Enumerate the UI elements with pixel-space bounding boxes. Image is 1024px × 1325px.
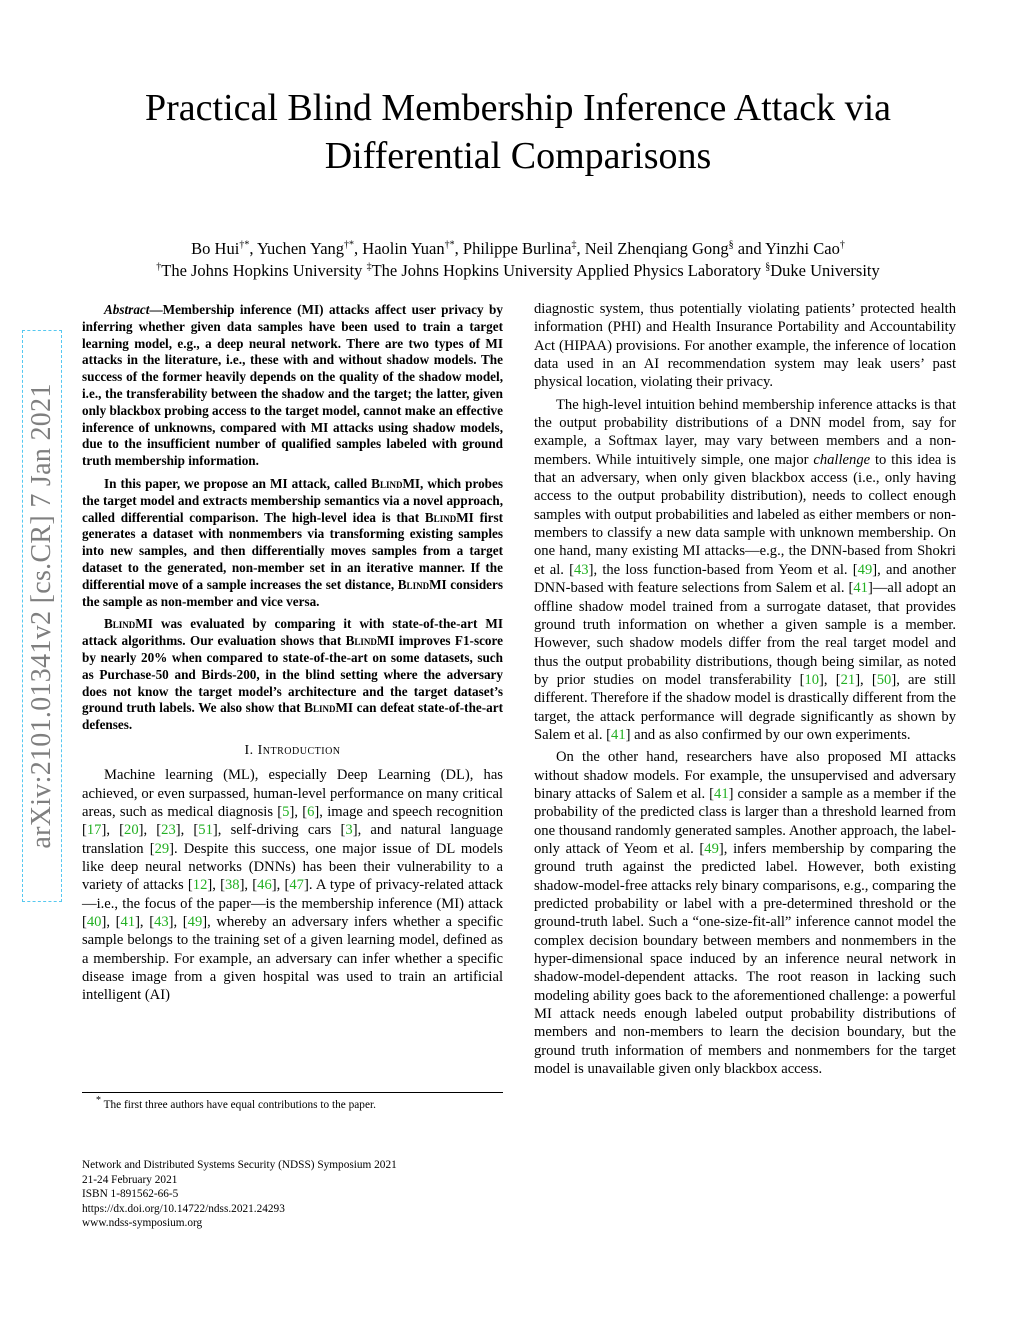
citation-link[interactable]: 23 xyxy=(161,822,176,839)
left-column xyxy=(82,302,503,1005)
abstract-text: , which probes the target model and extracts membership semantics via a novel approach, called differential comparison. The high-level idea is that xyxy=(82,475,503,525)
body-text: , are still different. Therefore if the shadow model is drastically different from the target, the attack performance will degrade significantly as shown by Salem et al. xyxy=(534,671,956,743)
citation-link[interactable]: 49 xyxy=(704,840,719,857)
abstract-text: improves F1-score by nearly 20% when compared to state-of-the-art on some datasets, such as Purchase-50 and Birds-200, in the blind setting where the adversary does not know the target model’s architecture and the target dataset’s ground truth labels. We also show that xyxy=(82,633,503,716)
right-paragraph-1: diagnostic system, thus potentially violating patients’ protected health information (PHI) and Health Insurance Portability and Accountability Act (HIPAA) provisions. For another example, the inference of location data used in an AI recommendation system may leak users’ past physical location, violating their privacy. xyxy=(534,301,956,391)
affiliation-line xyxy=(60,260,976,282)
method-name: BlindMI xyxy=(397,576,447,592)
footnote-text: The first three authors have equal contributions to the paper. xyxy=(103,1099,376,1111)
author-name: Philippe Burlina xyxy=(462,239,572,258)
section-number: I. xyxy=(244,742,254,758)
affiliation: The Johns Hopkins University Applied Physics Laboratory xyxy=(371,261,762,280)
author-mark: † xyxy=(839,239,845,251)
citation-link[interactable]: 38 xyxy=(224,877,240,894)
citation-link[interactable]: 41 xyxy=(611,726,626,743)
affiliation-mark: § xyxy=(765,261,771,273)
author-name: Haolin Yuan xyxy=(362,239,445,258)
citation-link[interactable]: 21 xyxy=(840,671,856,688)
author-mark: § xyxy=(728,239,734,251)
arxiv-identifier: arXiv:2101.01341v2 [cs.CR] 7 Jan 2021 xyxy=(26,383,57,849)
abstract-text: was evaluated by comparing it with state-of-the-art MI attack algorithms. Our evaluation shows that xyxy=(82,616,503,649)
author-mark: ‡ xyxy=(571,239,577,251)
abstract-paragraph-1 xyxy=(82,302,503,470)
paper-title xyxy=(80,84,956,180)
affiliation-mark: ‡ xyxy=(366,261,372,273)
introduction xyxy=(82,766,503,1004)
citation-link[interactable]: 41 xyxy=(714,785,729,802)
method-name: BlindMI xyxy=(371,475,421,491)
body-text: and as also confirmed by our own experiments. xyxy=(630,726,911,743)
author-name: Neil Zhenqiang Gong xyxy=(584,239,729,258)
abstract-text: In this paper, we propose an MI attack, called xyxy=(104,475,372,491)
venue-name: Network and Distributed Systems Security (NDSS) Symposium 2021 xyxy=(82,1159,397,1171)
abstract-text: considers the sample as non-member and vice versa. xyxy=(82,576,504,609)
abstract-text: first generates a dataset with nonmembers via transforming existing samples into new samples, and then differentially moves samples from a target dataset to the generated, non-member set in an iterative manner. If the differential move of a sample increases the set distance, xyxy=(82,509,504,592)
footnote xyxy=(96,1095,501,1112)
citation-link[interactable]: 6 xyxy=(307,803,315,820)
body-text: , and another DNN-based with feature selections from Salem et al. xyxy=(534,561,956,597)
body-text: —all adopt an offline shadow model trained from a surrogate dataset, that provides ground truth information on whether a given sample is a member. However, such shadow models differ from the real target model and thus the output probability distributions, though being similar, as noted by prior studies on model transferability xyxy=(534,580,956,688)
body-text: , whereby an adversary infers whether a specific sample belongs to the training set of a given learning model, defined as a membership. For example, an adversary can infer whether a specific disease image from a given hospital was used to train an artificial intelligent (AI) xyxy=(82,914,503,1004)
affiliation: The Johns Hopkins University xyxy=(161,261,363,280)
right-paragraph-3: On the other hand, researchers have also proposed MI attacks without shadow models. For example, the unsupervised and adversary binary attacks of Salem et al. [41] consider a sample as a member if the probability of the predicted class is larger than a threshold learned from one thousand randomly generated samples. Another approach, the label-only attack of Yeom et al. [49], infers membership by comparing the ground truth against the predicted label. However, both existing shadow-model-free attacks rely binary comparisons, e.g., comparing the predicted probability or label with a pre-determined threshold or the ground-truth label. Such a “one-size-fit-all” inference cannot model the complex decision boundary between members and nonmembers in the hyper-dimensional space induced by an inference neural network in shadow-model-dependent attacks. The root reason in lacking such modeling ability goes back to the aforementioned challenge: a powerful MI attack needs enough labeled output probability distributions of members and non-members to learn the decision boundary, but the ground truth information of members and nonmembers for the target model is unavailable given only blackbox access. xyxy=(534,749,956,1078)
title-line-1: Practical Blind Membership Inference Attack via xyxy=(144,87,891,129)
author-conjunction: and xyxy=(737,239,762,258)
citation-link[interactable]: 17 xyxy=(86,822,102,839)
citation-link[interactable]: 50 xyxy=(876,671,892,688)
body-text: , and natural language translation xyxy=(82,822,503,857)
intro-paragraph: Machine learning (ML), especially Deep Learning (DL), has achieved, or even surpassed, human-level performance on many critical areas, such as medical diagnosis [5], [6], image and speech recognition [17], [20], [23], [51], self-driving cars [3], and natural language translation [29]. Despite this success, one major issue of DL models like deep neural networks (DNNs) has been their vulnerability to a variety of attacks [12], [38], [46], [47]. A type of privacy-related attack—i.e., the focus of the paper—is the membership inference (MI) attack [40], [41], [43], [49], whereby an adversary infers whether a specific sample belongs to the training set of a given learning model, defined as a membership. For example, an adversary can infer whether a specific disease image from a given hospital was used to train an artificial intelligent (AI) xyxy=(82,767,503,1004)
author-mark: †* xyxy=(444,239,455,251)
body-text: Machine learning (ML), especially Deep Learning (DL), has achieved, or even surpassed, human-level performance on many critical areas, such as medical diagnosis xyxy=(82,767,503,820)
author-mark: †* xyxy=(239,239,250,251)
section-title: Introduction xyxy=(257,742,341,758)
venue-isbn: ISBN 1-891562-66-5 xyxy=(82,1188,179,1201)
venue-dates: 21-24 February 2021 xyxy=(82,1173,178,1186)
method-name: BlindMI xyxy=(424,509,474,525)
footnote-rule xyxy=(82,1092,503,1093)
citation-link[interactable]: 47 xyxy=(289,877,304,894)
body-text: to this idea is that an adversary, when only given blackbox access (i.e., only having access to the output probability distribution), needs to collect enough samples with output probabilities and labeled as either members or non-members to classify a new data sample with unknown membership. On one hand, many existing MI attacks—e.g., the DNN-based from Shokri et al. xyxy=(534,451,957,578)
section-heading xyxy=(82,742,503,760)
arxiv-stamp xyxy=(22,330,62,902)
citation-link[interactable]: 29 xyxy=(154,840,170,857)
author-name: Yinzhi Cao xyxy=(765,239,840,258)
body-text: , self-driving cars xyxy=(217,822,341,839)
citation-link[interactable]: 12 xyxy=(192,877,208,894)
right-paragraph-2: The high-level intuition behind membership inference attacks is that the output probability distributions of a DNN model from, say for example, a Softmax layer, may vary between members and a non-members. While intuitively simple, one major challenge to this idea is that an adversary, when only given blackbox access (i.e., only having access to the output probability distribution), needs to collect enough samples with output probabilities and labeled as either members or non-members to classify a new data sample with unknown membership. On one hand, many existing MI attacks—e.g., the DNN-based from Shokri et al. [43], the loss function-based from Yeom et al. [49], and another DNN-based with feature selections from Salem et al. [41]—all adopt an offline shadow model trained from a surrogate dataset, that provides ground truth information on whether a given sample is a member. However, such shadow models differ from the real target model and thus the output probability distributions, though being similar, as noted by prior studies on model transferability [10], [21], [50], are still different. Therefore if the shadow model is drastically different from the target, the attack performance will degrade significantly as shown by Salem et al. [41] and as also confirmed by our own experiments. xyxy=(534,396,957,743)
abstract-text: can defeat state-of-the-art defenses. xyxy=(82,700,503,733)
citation-link[interactable]: 46 xyxy=(257,877,272,894)
body-text: , image and speech recognition xyxy=(319,803,503,820)
abstract-label: Abstract xyxy=(104,302,150,317)
citation-link[interactable]: 10 xyxy=(804,671,820,688)
author-list: Bo Hui†*, Yuchen Yang†*, Haolin Yuan†*, Philippe Burlina‡, Neil Zhenqiang Gong§ and Yinzhi Cao† xyxy=(191,239,845,258)
citation-link[interactable]: 40 xyxy=(86,914,102,931)
citation-link[interactable]: 43 xyxy=(154,914,169,931)
citation-link[interactable]: 51 xyxy=(198,822,213,839)
venue-info xyxy=(82,1158,503,1231)
citation-link[interactable]: 49 xyxy=(187,914,203,931)
affiliation-mark: † xyxy=(156,261,162,273)
abstract-text: —Membership inference (MI) attacks affect user privacy by inferring whether given data samples have been used to train a target learning model, e.g., a deep neural network. There are two types of MI attacks in the literature, i.e., these with and without shadow models. The success of the former heavily depends on the quality of the shadow model, i.e., the transferability between the shadow and the target; the latter, given only blackbox probing access to the target model, cannot make an effective inference of unknowns, compared with MI attacks using shadow models, due to the insufficient number of qualified samples labeled with ground truth membership information. xyxy=(82,302,503,469)
body-text: The high-level intuition behind membership inference attacks is that the output probability distributions of a DNN model from, say for example, a Softmax layer, may vary between members and a non-members. While intuitively simple, one major xyxy=(534,396,956,468)
citation-link[interactable]: 49 xyxy=(857,561,873,578)
author-name: Bo Hui xyxy=(191,239,240,258)
abstract xyxy=(82,302,503,734)
author-name: Yuchen Yang xyxy=(256,239,345,258)
body-text: consider a sample as a member if the probability of the predicted class is larger than a threshold learned from one thousand randomly generated samples. Another approach, the label-only attack of Yeom et al. xyxy=(534,785,956,857)
method-name: BlindMI xyxy=(345,633,395,649)
method-name: BlindMI xyxy=(104,616,153,632)
author-mark: †* xyxy=(344,239,355,251)
body-text: . Despite this success, one major issue of DL models like deep neural networks (DNNs) has been their vulnerability to a variety of attacks xyxy=(82,840,503,894)
venue-website[interactable]: www.ndss-symposium.org xyxy=(82,1217,203,1230)
footnote-mark: * xyxy=(96,1095,101,1107)
citation-link[interactable]: 43 xyxy=(574,561,589,578)
citation-link[interactable]: 3 xyxy=(345,822,353,839)
method-name: BlindMI xyxy=(304,700,354,716)
citation-link[interactable]: 41 xyxy=(853,580,868,597)
body-text: , infers membership by comparing the ground truth against the predicted label. However, both existing shadow-model-free attacks rely binary comparisons, e.g., comparing the predicted probability or label with a pre-determined threshold or the ground-truth label. Such a “one-size-fit-all” inference cannot model the complex decision boundary between members and nonmembers in the hyper-dimensional space induced by an inference neural network in shadow-model-dependent attacks. The root reason in lacking such modeling ability goes back to the aforementioned challenge: a powerful MI attack needs enough labeled output probability distributions of members and non-members to learn the decision boundary, but the ground truth information of members and nonmembers for the target model is unavailable given only blackbox access. xyxy=(534,840,956,1078)
emphasis: challenge xyxy=(813,451,871,468)
body-text: , the loss function-based from Yeom et al. xyxy=(593,561,853,578)
affiliation: Duke University xyxy=(770,261,880,280)
body-text: On the other hand, researchers have also proposed MI attacks without shadow models. For example, the unsupervised and adversary binary attacks of Salem et al. xyxy=(534,749,956,802)
abstract-paragraph-2 xyxy=(82,476,503,610)
title-line-2: Differential Comparisons xyxy=(324,135,712,177)
citation-link[interactable]: 41 xyxy=(120,914,136,931)
citation-link[interactable]: 20 xyxy=(124,822,139,839)
abstract-paragraph-3 xyxy=(82,616,503,734)
right-column xyxy=(534,300,956,1082)
venue-doi[interactable]: https://dx.doi.org/10.14722/ndss.2021.24293 xyxy=(82,1202,285,1215)
body-text: . A type of privacy-related attack—i.e., the focus of the paper—is the membership inference (MI) attack xyxy=(82,877,503,912)
citation-link[interactable]: 5 xyxy=(282,803,290,820)
